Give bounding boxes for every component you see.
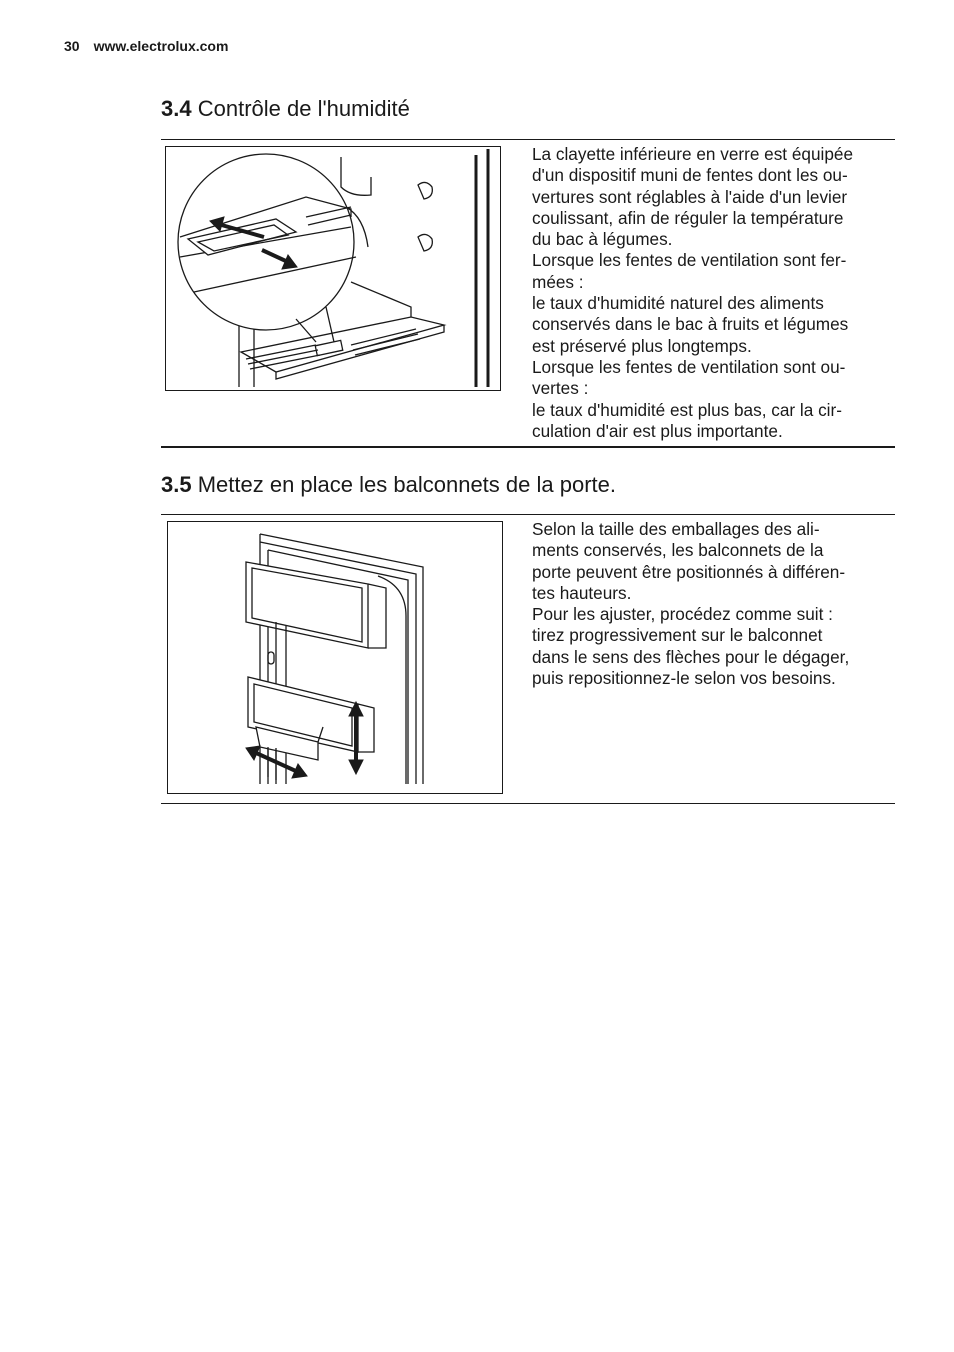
text-line: du bac à légumes. <box>532 229 673 250</box>
text-line: Lorsque les fentes de ventilation sont fer- <box>532 250 847 271</box>
text-line: vertes : <box>532 378 589 399</box>
text-line: le taux d'humidité naturel des aliments <box>532 293 824 314</box>
section-number: 3.5 <box>161 472 192 497</box>
page-header <box>64 38 228 54</box>
section-bottom-rule <box>161 803 895 804</box>
section-number: 3.4 <box>161 96 192 121</box>
text-line: Lorsque les fentes de ventilation sont ou- <box>532 356 846 377</box>
text-line: dans le sens des flèches pour le dégager, <box>532 646 850 667</box>
text-line: tirez progressivement sur le balconnet <box>532 625 823 646</box>
text-line: est préservé plus longtemps. <box>532 335 752 356</box>
text-line: ments conservés, les balconnets de la <box>532 540 824 561</box>
text-line: tes hauteurs. <box>532 582 632 603</box>
text-line: conservés dans le bac à fruits et légumes <box>532 314 849 335</box>
text-line: La clayette inférieure en verre est équipée <box>532 144 854 164</box>
shelf-vent-slider-drawing <box>166 147 500 390</box>
door-balcony-illustration <box>167 521 503 794</box>
humidity-control-illustration <box>165 146 501 391</box>
page-number: 30 <box>64 38 80 54</box>
website-link[interactable]: www.electrolux.com <box>93 38 229 54</box>
text-line: vertures sont réglables à l'aide d'un levier <box>532 186 848 207</box>
section-top-rule <box>161 139 895 140</box>
section-title-text: Contrôle de l'humidité <box>197 96 410 121</box>
text-line: Pour les ajuster, procédez comme suit : <box>532 604 833 625</box>
section-top-rule <box>161 514 895 515</box>
text-line: coulissant, afin de réguler la température <box>532 207 844 228</box>
door-balcony-drawing <box>168 522 502 793</box>
section-title-text: Mettez en place les balconnets de la porte. <box>197 472 616 497</box>
text-line: d'un dispositif muni de fentes dont les ou- <box>532 165 848 186</box>
text-line: Selon la taille des emballages des ali- <box>532 519 820 539</box>
text-line: le taux d'humidité est plus bas, car la cir- <box>532 399 842 420</box>
text-line: mées : <box>532 271 584 292</box>
humidity-description <box>532 144 884 442</box>
text-line: culation d'air est plus importante. <box>532 420 783 441</box>
text-line: porte peuvent être positionnés à différen- <box>532 561 846 582</box>
section-title-door-balconies <box>161 472 616 498</box>
door-balcony-description <box>532 519 884 689</box>
text-line: puis repositionnez-le selon vos besoins. <box>532 668 836 689</box>
section-title-humidity <box>161 96 410 122</box>
section-bottom-rule <box>161 446 895 448</box>
